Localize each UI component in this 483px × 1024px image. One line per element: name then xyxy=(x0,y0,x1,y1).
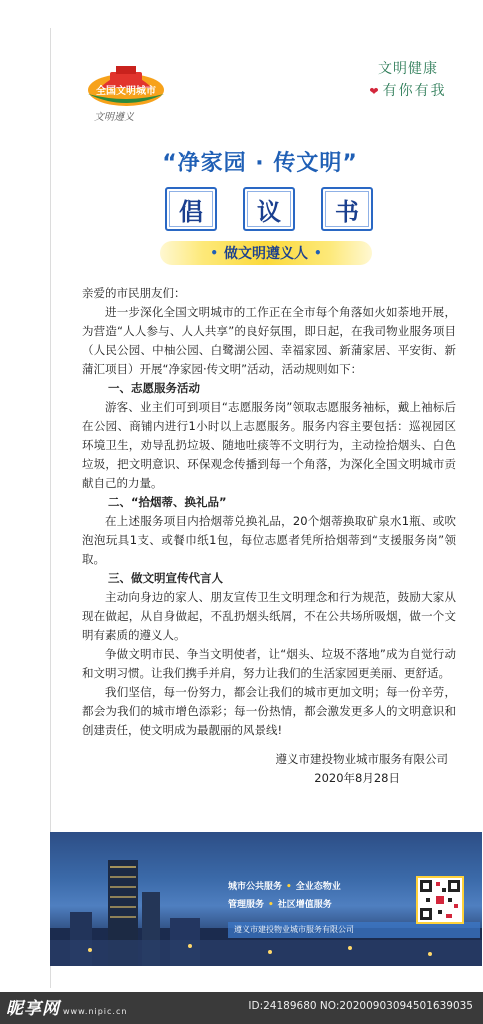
title-char-box: 议 xyxy=(243,187,295,231)
dot-icon: • xyxy=(210,246,218,260)
banner-line xyxy=(228,896,428,914)
section-paragraph: 争做文明市民、争当文明使者，让“烟头、垃圾不落地”成为自觉行动和文明习惯。让我们携手并肩，努力让我们的生活家园更美丽、更舒适。 xyxy=(82,647,456,680)
proposal-letter xyxy=(82,284,456,788)
section-paragraph: 在上述服务项目内拾烟蒂兑换礼品，20个烟蒂换取矿泉水1瓶、或吹泡泡玩具1支、或餐巾纸1包，每位志愿者凭所拾烟蒂到“支援服务岗”领取。 xyxy=(82,514,456,566)
qr-code-icon xyxy=(416,876,464,924)
banner-services xyxy=(228,878,428,914)
title-char-box: 书 xyxy=(321,187,373,231)
signature-date: 2020年8月28日 xyxy=(314,771,400,785)
slogan-line2-text: 有你有我 xyxy=(382,83,447,99)
watermark-site: 昵享网 xyxy=(6,999,60,1019)
health-slogan-logo xyxy=(356,58,460,100)
section-paragraph: 主动向身边的家人、朋友宣传卫生文明理念和行为规范，鼓励大家从现在做起，从自身做起，不乱扔烟头纸屑，不在公共场所吸烟，做一个文明有素质的遵义人。 xyxy=(82,590,456,642)
service-label: 全业态物业 xyxy=(295,882,341,892)
watermark-logo xyxy=(6,994,127,1019)
section-title: 三、做文明宣传代言人 xyxy=(108,571,223,585)
closing-paragraph: 我们坚信，每一份努力，都会让我们的城市更加文明；每一份辛劳，都会为我们的城市增色添彩；每一份热情，都会激发更多人的文明意识和创建责任，使文明成为最靓丽的风景线! xyxy=(82,685,456,737)
dot-icon: • xyxy=(286,882,292,892)
watermark-id: ID:24189680 NO:20200903094501639035 xyxy=(248,1000,473,1012)
slogan-ribbon xyxy=(160,241,372,265)
heart-icon: ❤ xyxy=(369,85,381,98)
campaign-headline: “净家园 · 传文明” xyxy=(162,151,358,176)
watermark-url: www.nipic.cn xyxy=(63,1007,128,1016)
section-title: 一、志愿服务活动 xyxy=(108,381,200,395)
wenming-zunyi-logo: 文明遵义 xyxy=(94,112,134,123)
section-title: 二、“拾烟蒂、换礼品” xyxy=(108,495,227,509)
signature-org: 遵义市建投物业城市服务有限公司 xyxy=(275,752,448,766)
greeting: 亲爱的市民朋友们： xyxy=(82,286,186,300)
title-char-box: 倡 xyxy=(165,187,217,231)
section-paragraph: 游客、业主们可到项目“志愿服务岗”领取志愿服务袖标，戴上袖标后在公园、商铺内进行1小时以上志愿服务。服务内容主要包括：巡视园区环境卫生，劝导乱扔垃圾、随地吐痰等不文明行为，主动捡拾烟头、白色垃圾，把文明意识、环保观念传播到每一个角落，为深化全国文明城市贡献自己的力量。 xyxy=(82,400,456,490)
dot-icon: • xyxy=(314,246,322,260)
dot-icon: • xyxy=(268,900,274,910)
service-label: 管理服务 xyxy=(228,900,265,910)
svg-text:全国文明城市: 全国文明城市 xyxy=(96,86,156,97)
banner-company: 遵义市建投物业城市服务有限公司 xyxy=(228,922,480,938)
banner-line xyxy=(228,878,428,896)
service-label: 城市公共服务 xyxy=(228,882,283,892)
city-banner xyxy=(50,832,482,966)
intro-paragraph: 进一步深化全国文明城市的工作正在全市每个角落如火如荼地开展，为营造“人人参与、人人共享”的良好氛围，即日起，在我司物业服务项目（人民公园、中柚公园、白鹭湖公园、幸福家园、新蒲家居、平安街、新蒲汇项目）开展“净家园·传文明”活动，活动规则如下： xyxy=(82,305,456,376)
slogan-line2 xyxy=(356,80,460,100)
ribbon-text: 做文明遵义人 xyxy=(224,246,308,262)
title-boxes xyxy=(165,187,373,231)
civilized-city-emblem-icon xyxy=(86,58,166,108)
service-label: 社区增值服务 xyxy=(277,900,332,910)
watermark-bar xyxy=(0,992,483,1024)
slogan-line1: 文明健康 xyxy=(378,61,438,77)
